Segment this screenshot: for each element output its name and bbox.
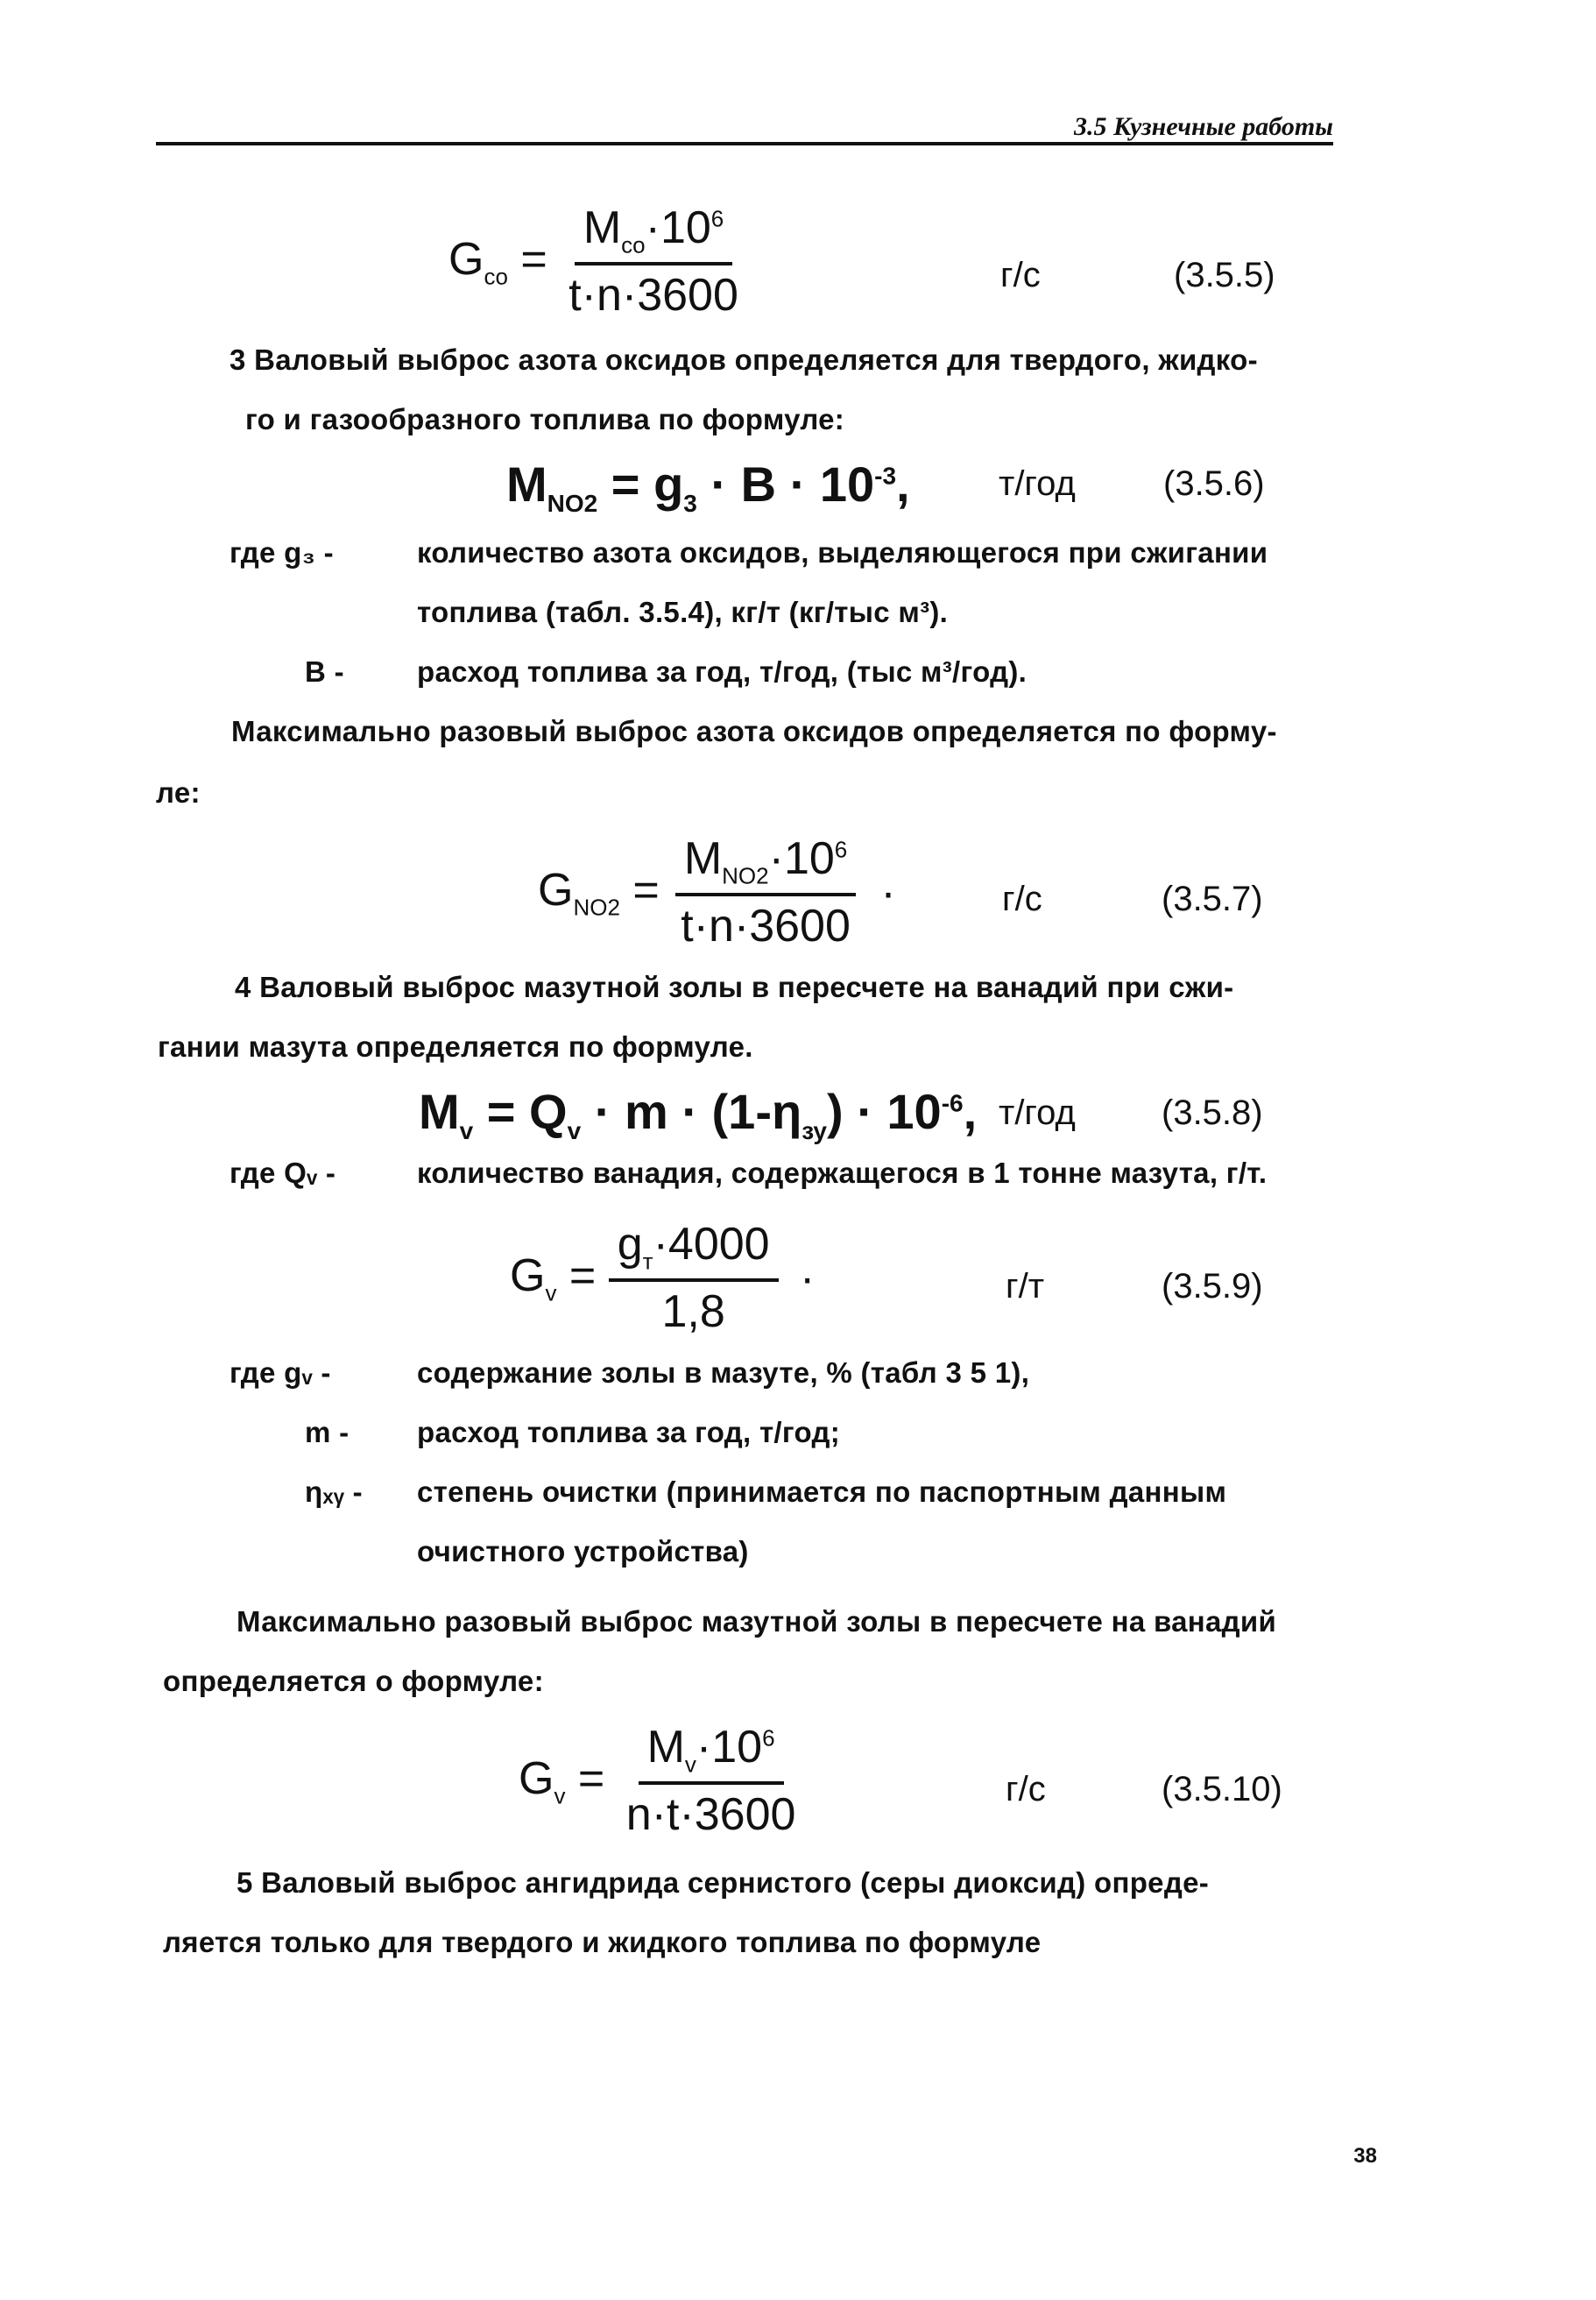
para-4-line-2: гании мазута определяется по формуле. [158, 1030, 753, 1063]
para-3-line-1: 3 Валовый выброс азота оксидов определяется для твердого, жидко- [230, 343, 1258, 376]
def-qv-key: где Qᵥ - [230, 1157, 336, 1189]
para-3-line-2: го и газообразного топлива по формуле: [245, 403, 845, 435]
eqnum-3-5-5: (3.5.5) [1174, 256, 1275, 294]
unit-3-5-9: г/т [1006, 1267, 1045, 1306]
eqnum-3-5-9: (3.5.9) [1162, 1267, 1263, 1306]
unit-3-5-5: г/с [1000, 256, 1041, 294]
header-rule [156, 142, 1333, 145]
def-gv-key: где gᵥ - [230, 1356, 331, 1389]
eqnum-3-5-7: (3.5.7) [1162, 880, 1263, 918]
def-m-line-1: расход топлива за год, т/год; [417, 1416, 841, 1448]
def-eta-key: ηₓᵧ - [305, 1476, 363, 1508]
formula-3-5-5: $G_{co}$ = $\frac{M_{co}\cdot 10^6}{t\cdot n\cdot 3600}$ [448, 202, 738, 322]
eqnum-3-5-6: (3.5.6) [1163, 464, 1265, 503]
def-g3-line-1: количество азота оксидов, выделяющегося при сжигании [417, 536, 1268, 569]
eqnum-3-5-10: (3.5.10) [1162, 1770, 1282, 1808]
para-max-v-line-2: определяется о формуле: [163, 1665, 544, 1697]
def-b-line-1: расход топлива за год, т/год, (тыс м³/год). [417, 655, 1028, 688]
formula-3-5-8: $M_v = Q_v \cdot m \cdot (1-\eta_{зу}) \cdot 10^{-6}$, [419, 1084, 978, 1145]
para-4-line-1: 4 Валовый выброс мазутной золы в пересчете на ванадий при сжи- [235, 971, 1234, 1003]
para-5-line-1: 5 Валовый выброс ангидрида сернистого (серы диоксид) опреде- [237, 1866, 1210, 1899]
def-m-key: m - [305, 1416, 350, 1448]
para-5-line-2: ляется только для твердого и жидкого топлива по формуле [163, 1926, 1042, 1958]
unit-3-5-6: т/год [999, 464, 1076, 503]
para-max-no2-line-1: Максимально разовый выброс азота оксидов определяется по форму- [231, 715, 1277, 747]
formula-3-5-9: $G_v$ = $\frac{g_т\cdot 4000}{1,8}$ · [510, 1219, 816, 1338]
para-max-v-line-1: Максимально разовый выброс мазутной золы в пересчете на ванадий [237, 1605, 1277, 1638]
formula-3-5-10: $G_v$ = $\frac{M_v\cdot 10^6}{n\cdot t\cdot 3600}$ [519, 1722, 796, 1841]
unit-3-5-7: г/с [1002, 880, 1042, 918]
formula-3-5-7: $G_{NO2}$ = $\frac{M_{NO2}\cdot 10^6}{t\cdot n\cdot 3600}$ · [538, 833, 896, 952]
eqnum-3-5-8: (3.5.8) [1162, 1093, 1263, 1132]
def-qv-line-1: количество ванадия, содержащегося в 1 тонне мазута, г/т. [417, 1157, 1268, 1189]
def-b-key: B - [305, 655, 344, 688]
formula-3-5-6: $M_{NO2} = g_3 \cdot B \cdot 10^{-3}$, [506, 456, 910, 518]
def-eta-line-2: очистного устройства) [417, 1535, 749, 1568]
running-header: 3.5 Кузнечные работы [1073, 112, 1333, 141]
page-number: 38 [1353, 2144, 1377, 2168]
def-eta-line-1: степень очистки (принимается по паспортным данным [417, 1476, 1227, 1508]
def-g3-line-2: топлива (табл. 3.5.4), кг/т (кг/тыс м³). [417, 596, 949, 628]
def-g3-key: где g₃ - [230, 536, 334, 569]
def-gv-line-1: содержание золы в мазуте, % (табл 3 5 1), [417, 1356, 1030, 1389]
unit-3-5-10: г/с [1006, 1770, 1046, 1808]
unit-3-5-8: т/год [999, 1093, 1076, 1132]
para-max-no2-line-2: ле: [156, 776, 201, 809]
